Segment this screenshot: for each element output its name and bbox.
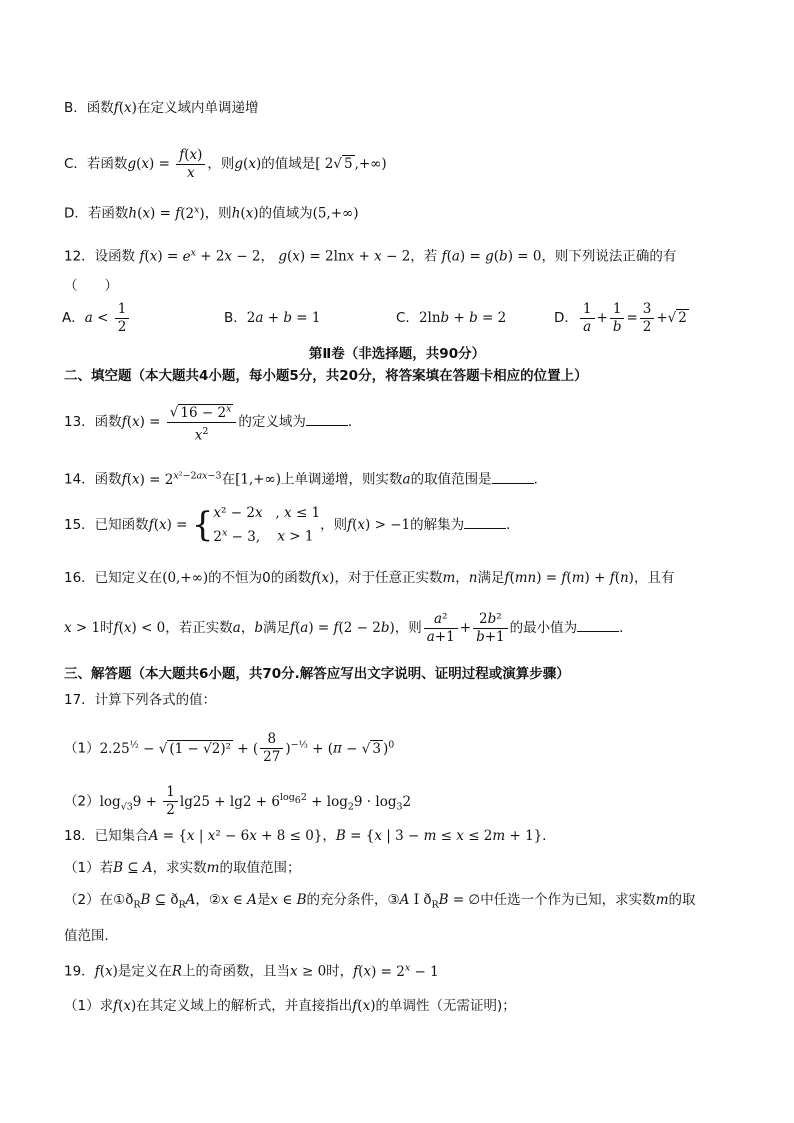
q12-option-d: D． $\frac{1}{a}$ + $\frac{1}{b}$ = $\frac{3}{2}$ +√ 2 xyxy=(554,300,687,335)
text: 是 xyxy=(256,892,271,908)
q17-title: 17．计算下列各式的值： xyxy=(64,692,217,708)
q18-part-2-continued: 值范围． xyxy=(64,928,118,944)
text: 的定义域为 xyxy=(238,414,306,430)
text: 的取 xyxy=(668,892,696,908)
text: 满足 xyxy=(477,570,505,586)
text: B．函数 xyxy=(64,100,114,116)
q14: 14．函数$f(x) = 2^{x^2-2ax-3}$在[1,+∞)上单调递增，则实数a的取值范围是 ． xyxy=(64,470,548,488)
text: ，则下列说法正确的有 xyxy=(541,248,677,265)
text: 的充分条件，③ xyxy=(306,892,400,908)
q12-option-b: B．2a + b = 1 xyxy=(224,310,321,326)
q17-part-1: $(1)2.25^{\frac{1}{2}}$ − √ (1 − √2)² + ( $\frac{8}{27}$ )$^{-\frac{1}{3}}$ + (π − √ 3 )$^0$ xyxy=(64,731,395,765)
text: 时 xyxy=(100,620,114,636)
q12-option-a: A．a < $\frac{1}{2}$ xyxy=(62,298,131,338)
text: （2） xyxy=(64,793,100,810)
text: 的最小值为 xyxy=(509,620,578,636)
text: 13．函数 xyxy=(64,414,122,430)
text: 在定义域内单调递增 xyxy=(136,100,259,116)
text: ，求实数 xyxy=(152,860,207,876)
text: 15．已知函数 xyxy=(64,517,149,533)
text: ， xyxy=(240,620,255,636)
text: ， xyxy=(322,828,336,844)
section-3-title: 三、解答题（本大题共6小题，共70分.解答应写出文字说明、证明过程或演算步骤） xyxy=(64,666,570,682)
text: 的取值范围是 xyxy=(410,471,492,488)
text: 满足 xyxy=(262,620,290,636)
text: ，② xyxy=(195,892,221,908)
text: 14．函数 xyxy=(64,471,122,488)
section-2-title: 二、填空题（本大题共4小题，每小题5分，共20分，将答案填在答题卡相应的位置上） xyxy=(64,368,588,384)
text: 在 xyxy=(221,471,236,488)
text: 的单调性（无需证明)； xyxy=(375,998,516,1014)
q12-answer-paren: （ ） xyxy=(64,278,118,294)
text: ，则 xyxy=(394,620,422,636)
text: 的值域是 xyxy=(261,156,316,172)
text: C． xyxy=(396,310,419,326)
text: ，对于任意正实数 xyxy=(334,570,443,586)
q18-title: 18．已知集合A = {x | x² − 6x + 8 ≤ 0}，B = {x | 3 − m ≤ x ≤ 2m + 1}． xyxy=(64,828,556,844)
q16-line-2: x > 1时f(x) < 0，若正实数a，b满足f(a) = f(2 − 2b)，则 $\frac{\text{a²}}{a+1}$ + $\frac{\text{2b²}}{b+1}$ 的最小值为 ． xyxy=(64,610,633,645)
q18-part-2: （2）在$①ð_RB$ ⊆ $ð_RA$，②x ∈ A是x ∈ B的充分条件，③A I $ð_RB$ = ∅中任选一个作为已知，求实数m的取 xyxy=(64,892,696,911)
text: 上的奇函数，且当 xyxy=(182,963,291,980)
q12-stem: 12．设函数 $f(x) = e^x + 2x - 2$， g(x) = 2lnx + x − 2，若 f(a) = g(b) = 0，则下列说法正确的有 xyxy=(64,247,677,265)
text: 的解集为 xyxy=(410,517,465,533)
text: 的值域为 xyxy=(258,205,313,222)
text: D． xyxy=(554,310,578,326)
q17-part-2: $(2)\log_{√3}9$ + $\frac{1}{2}$ $\lg 25 + \lg 2 + 6^{log_62} + \log_29 \cdot \log_32$ xyxy=(64,784,412,818)
q18-part-1: （1）若B ⊆ A，求实数m的取值范围； xyxy=(64,860,301,876)
q11-option-d: D．若函数$h(x) = f(2^x)$，则h(x)的值域为(5,+∞) xyxy=(64,204,359,222)
text: B． xyxy=(224,310,247,326)
text: （1） xyxy=(64,740,100,757)
text: 18．已知集合 xyxy=(64,828,149,844)
q12-option-c: C．2lnb + b = 2 xyxy=(396,310,507,326)
text: （1）若 xyxy=(64,860,114,876)
text: ． xyxy=(533,471,548,488)
text: （1）求 xyxy=(64,998,114,1014)
text: 12．设函数 xyxy=(64,248,136,265)
text: C．若函数 xyxy=(64,156,128,172)
answer-blank[interactable] xyxy=(577,617,619,632)
text: 时， xyxy=(326,963,354,980)
q15: 15．已知函数f(x) = { x² − 2x , x ≤ 1 $2^x - 3$, x > 1 ，则f(x) > −1的解集为 ． xyxy=(64,505,520,545)
text: A． xyxy=(62,310,85,326)
text: ，若 xyxy=(410,248,438,265)
text: ． xyxy=(619,620,633,636)
text: ， xyxy=(260,248,275,265)
text: ，且有 xyxy=(633,570,675,586)
text: 上单调递增，则实数 xyxy=(281,471,403,488)
q19-stem: 19．f(x)是定义在R上的奇函数，且当x ≥ 0时，$f(x) = 2^x - 1$ xyxy=(64,962,439,980)
text: ，若正实数 xyxy=(165,620,233,636)
text: （2）在① xyxy=(64,892,126,908)
q16-line-1: 16．已知定义在(0,+∞)的不恒为0的函数f(x)，对于任意正实数m，n满足f(mn) = f(m) + f(n)，且有 xyxy=(64,570,675,586)
answer-blank[interactable] xyxy=(464,514,506,529)
text: D．若函数 xyxy=(64,205,129,222)
text: ，则 xyxy=(320,517,348,533)
text: ． xyxy=(542,828,556,844)
text: 16．已知定义在 xyxy=(64,570,163,586)
text: ． xyxy=(347,414,362,430)
answer-blank[interactable] xyxy=(306,411,348,426)
text: ． xyxy=(506,517,520,533)
text: ， xyxy=(455,570,469,586)
text: 的取值范围； xyxy=(219,860,301,876)
answer-blank[interactable] xyxy=(492,469,534,484)
text: 是定义在 xyxy=(117,963,172,980)
volume-2-title: 第Ⅱ卷（非选择题，共90分） xyxy=(308,346,486,362)
text: 在其定义域上的解析式，并直接指出 xyxy=(136,998,353,1014)
text: ，则 xyxy=(207,156,235,172)
text: ，则 xyxy=(204,205,232,222)
text: 19． xyxy=(64,963,95,980)
text: 中任选一个作为已知，求实数 xyxy=(480,892,656,908)
q11-option-c: C．若函数g(x) = $\frac{f(x)}{x}$ ，则g(x)的值域是[ 2√ 5 ,+∞) xyxy=(64,146,387,181)
q13: 13．函数f(x) = $\frac{√ 16 - 2^x}{x^2}$ 的定义域为 ． xyxy=(64,400,361,444)
q19-part-1: （1）求f(x)在其定义域上的解析式，并直接指出f(x)的单调性（无需证明)； xyxy=(64,998,516,1014)
q11-option-b: B．函数f(x)在定义域内单调递增 xyxy=(64,100,259,116)
text: 的不恒为0的函数 xyxy=(208,570,312,586)
